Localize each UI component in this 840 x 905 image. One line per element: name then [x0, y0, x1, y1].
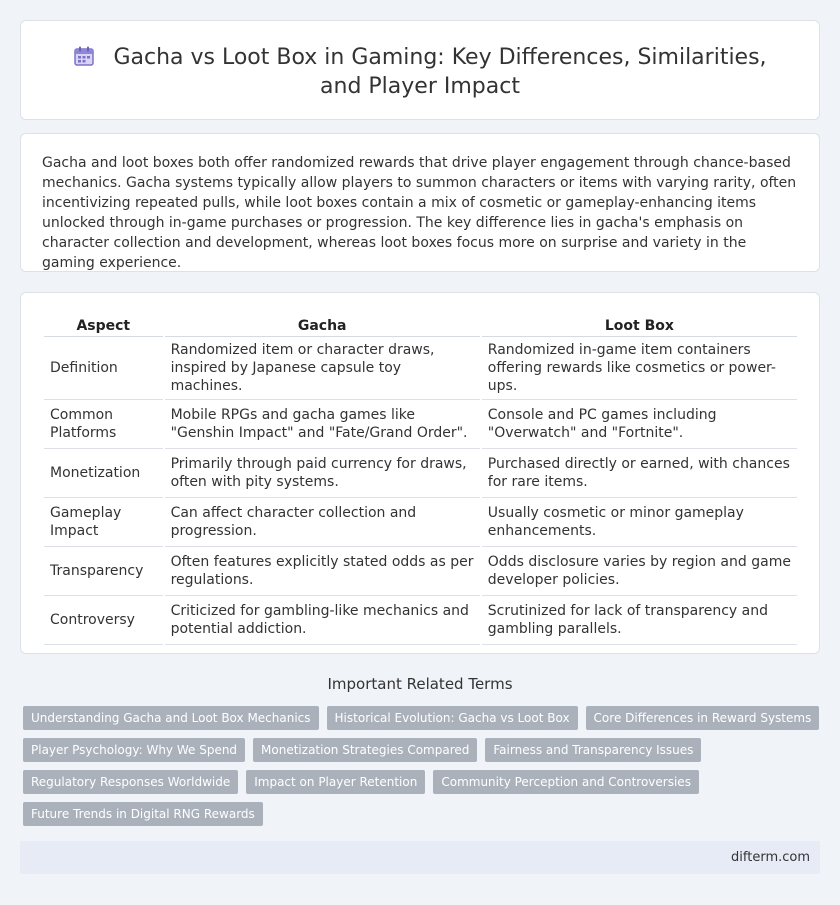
gacha-cell: Primarily through paid currency for draws, often with pity systems. — [165, 449, 480, 498]
related-term-tag[interactable]: Fairness and Transparency Issues — [485, 738, 701, 762]
related-terms-list — [23, 706, 812, 834]
calendar-icon — [73, 45, 95, 67]
tag-row — [23, 706, 812, 730]
gacha-cell: Can affect character collection and progression. — [165, 498, 480, 547]
aspect-cell: Transparency — [44, 547, 163, 596]
table-row — [44, 596, 797, 645]
page-title-text: Gacha vs Loot Box in Gaming: Key Differences, Similarities, and Player Impact — [113, 45, 767, 99]
intro-paragraph: Gacha and loot boxes both offer randomized rewards that drive player engagement through chance-based mechanics. Gacha systems typically allow players to summon characters or items with varying rarity, often incentivizing repeated pulls, while loot boxes contain a mix of cosmetic or gameplay-enhancing items unlocked through in-game purchases or progression. The key difference lies in gacha's emphasis on character collection and development, whereas loot boxes focus more on surprise and variety in the gaming experience. — [42, 155, 797, 271]
header-card — [20, 20, 820, 120]
table-header-row — [44, 315, 797, 337]
loot-box-cell: Randomized in-game item containers offering rewards like cosmetics or power-ups. — [482, 337, 797, 400]
related-term-tag[interactable]: Understanding Gacha and Loot Box Mechanics — [23, 706, 319, 730]
column-header-aspect: Aspect — [44, 315, 163, 337]
related-term-tag[interactable]: Future Trends in Digital RNG Rewards — [23, 802, 263, 826]
related-terms-title: Important Related Terms — [327, 675, 513, 693]
related-term-tag[interactable]: Monetization Strategies Compared — [253, 738, 477, 762]
aspect-cell: Controversy — [44, 596, 163, 645]
aspect-cell: Monetization — [44, 449, 163, 498]
table-row — [44, 547, 797, 596]
loot-box-cell: Usually cosmetic or minor gameplay enhancements. — [482, 498, 797, 547]
aspect-cell: Gameplay Impact — [44, 498, 163, 547]
intro-card — [20, 133, 820, 272]
gacha-cell: Mobile RPGs and gacha games like "Genshin Impact" and "Fate/Grand Order". — [165, 400, 480, 449]
comparison-table-card — [20, 292, 820, 654]
related-term-tag[interactable]: Player Psychology: Why We Spend — [23, 738, 245, 762]
gacha-cell: Criticized for gambling-like mechanics and potential addiction. — [165, 596, 480, 645]
table-row — [44, 498, 797, 547]
loot-box-cell: Scrutinized for lack of transparency and gambling parallels. — [482, 596, 797, 645]
tag-row — [23, 802, 763, 826]
related-term-tag[interactable]: Community Perception and Controversies — [433, 770, 699, 794]
column-header-gacha: Gacha — [165, 315, 480, 337]
page-title — [21, 43, 819, 101]
related-term-tag[interactable]: Core Differences in Reward Systems — [586, 706, 820, 730]
tag-row — [23, 738, 763, 762]
loot-box-cell: Purchased directly or earned, with chances for rare items. — [482, 449, 797, 498]
gacha-cell: Often features explicitly stated odds as per regulations. — [165, 547, 480, 596]
tag-row — [23, 770, 763, 794]
related-term-tag[interactable]: Historical Evolution: Gacha vs Loot Box — [327, 706, 578, 730]
loot-box-cell: Odds disclosure varies by region and game developer policies. — [482, 547, 797, 596]
footer-site-link[interactable]: difterm.com — [731, 850, 810, 865]
table-row — [44, 400, 797, 449]
table-row — [44, 449, 797, 498]
loot-box-cell: Console and PC games including "Overwatch" and "Fortnite". — [482, 400, 797, 449]
related-term-tag[interactable]: Regulatory Responses Worldwide — [23, 770, 238, 794]
gacha-cell: Randomized item or character draws, inspired by Japanese capsule toy machines. — [165, 337, 480, 400]
table-row — [44, 337, 797, 400]
footer — [20, 841, 820, 874]
related-term-tag[interactable]: Impact on Player Retention — [246, 770, 425, 794]
comparison-table — [42, 315, 799, 645]
aspect-cell: Definition — [44, 337, 163, 400]
aspect-cell: Common Platforms — [44, 400, 163, 449]
column-header-loot-box: Loot Box — [482, 315, 797, 337]
